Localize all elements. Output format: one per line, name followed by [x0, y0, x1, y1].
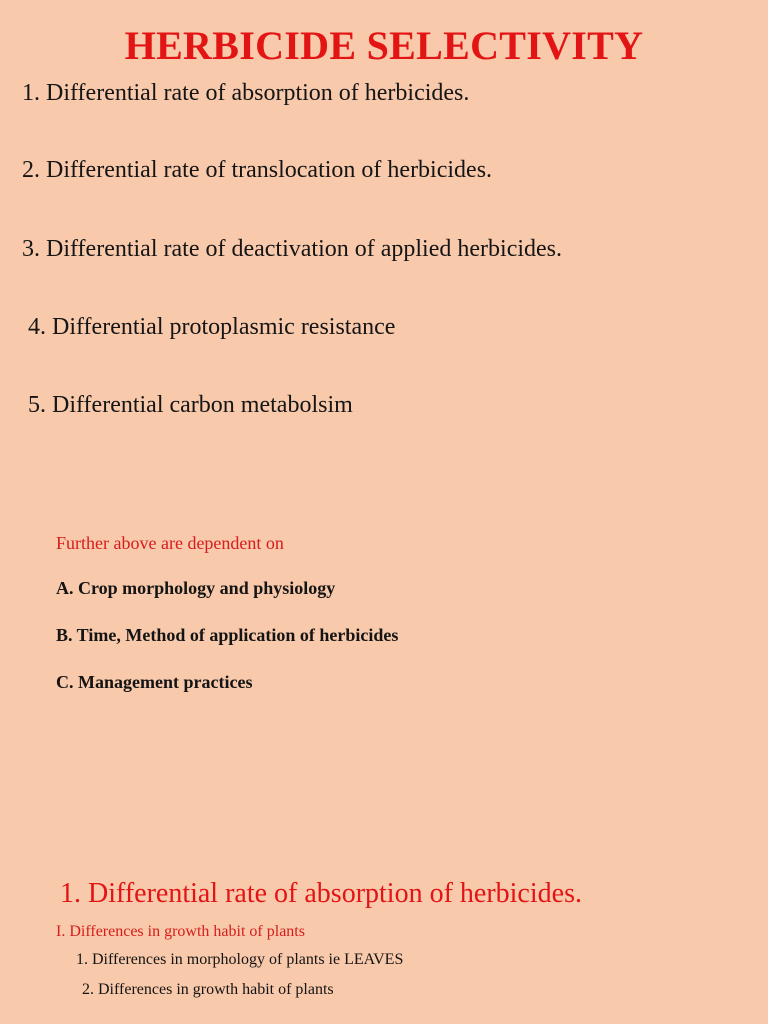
dependence-note: Further above are dependent on — [56, 533, 284, 553]
factor-item-3: 3. Differential rate of deactivation of applied herbicides. — [22, 236, 562, 262]
dependency-item-b: B. Time, Method of application of herbicides — [56, 625, 399, 645]
section-title: 1. Differential rate of absorption of herbicides. — [60, 878, 582, 909]
factor-item-4: 4. Differential protoplasmic resistance — [28, 314, 396, 340]
dependency-item-a: A. Crop morphology and physiology — [56, 578, 336, 598]
section-subheading: I. Differences in growth habit of plants — [56, 923, 305, 940]
factor-item-1: 1. Differential rate of absorption of herbicides. — [22, 80, 470, 106]
section-point-1: 1. Differences in morphology of plants ie LEAVES — [76, 951, 404, 968]
dependency-item-c: C. Management practices — [56, 672, 253, 692]
factor-item-5: 5. Differential carbon metabolsim — [28, 392, 353, 418]
section-point-2: 2. Differences in growth habit of plants — [82, 981, 334, 998]
factor-item-2: 2. Differential rate of translocation of herbicides. — [22, 157, 493, 183]
page-title: HERBICIDE SELECTIVITY — [124, 23, 644, 68]
